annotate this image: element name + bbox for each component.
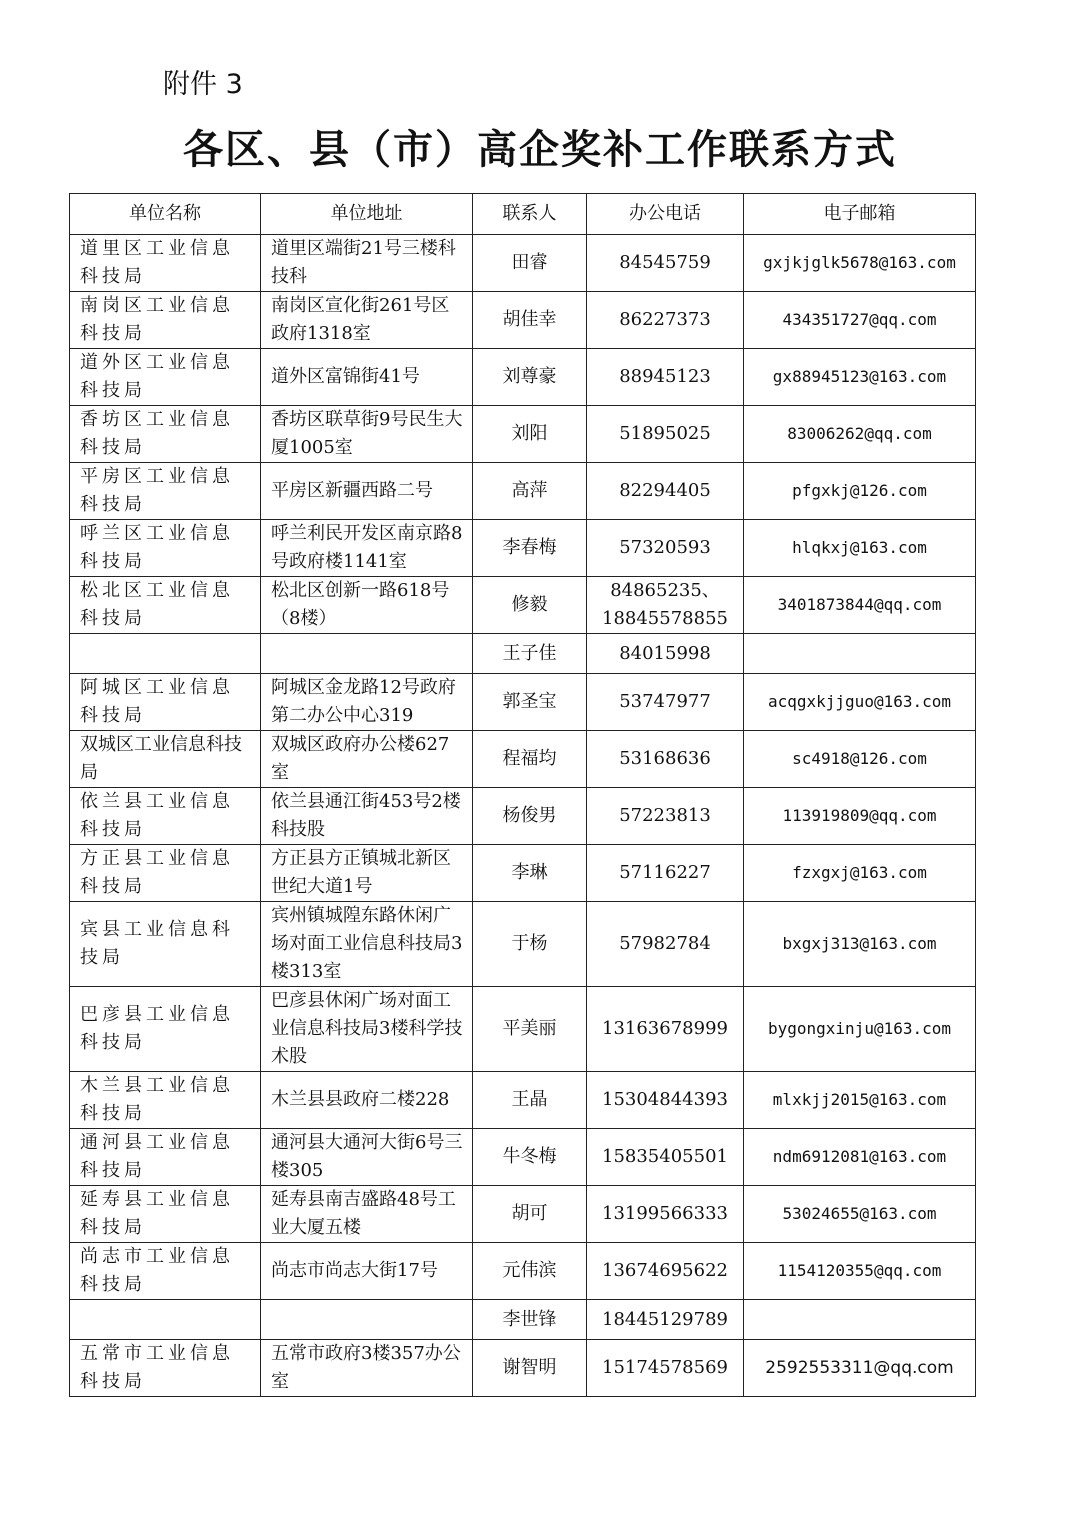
address-cell: 宾州镇城隍东路休闲广场对面工业信息科技局3楼313室 <box>261 902 473 987</box>
email-cell: bxgxj313@163.com <box>744 902 976 987</box>
unit-cell: 延寿县工业信息科技局 <box>70 1186 261 1243</box>
contact-cell: 刘尊豪 <box>473 349 587 406</box>
contact-cell: 平美丽 <box>473 987 587 1072</box>
unit-cell: 双城区工业信息科技局 <box>70 731 261 788</box>
email-cell: mlxkjj2015@163.com <box>744 1072 976 1129</box>
phone-cell: 53747977 <box>587 674 744 731</box>
contact-cell: 程福均 <box>473 731 587 788</box>
phone-cell: 88945123 <box>587 349 744 406</box>
contact-cell: 于杨 <box>473 902 587 987</box>
page-title: 各区、县（市）高企奖补工作联系方式 <box>183 127 897 173</box>
email-cell: gx88945123@163.com <box>744 349 976 406</box>
phone-cell: 82294405 <box>587 463 744 520</box>
phone-cell: 15174578569 <box>587 1340 744 1397</box>
unit-cell: 尚志市工业信息科技局 <box>70 1243 261 1300</box>
table-row <box>70 845 976 902</box>
address-cell: 双城区政府办公楼627室 <box>261 731 473 788</box>
email-cell: 113919809@qq.com <box>744 788 976 845</box>
table-row <box>70 1340 976 1397</box>
table-row <box>70 788 976 845</box>
contact-cell: 胡佳幸 <box>473 292 587 349</box>
phone-cell: 13199566333 <box>587 1186 744 1243</box>
address-cell: 巴彦县休闲广场对面工业信息科技局3楼科学技术股 <box>261 987 473 1072</box>
address-cell: 方正县方正镇城北新区世纪大道1号 <box>261 845 473 902</box>
table-row <box>70 1186 976 1243</box>
contact-table <box>69 193 976 1397</box>
phone-cell: 57320593 <box>587 520 744 577</box>
annex-label: 附件 3 <box>163 69 243 100</box>
contact-cell: 杨俊男 <box>473 788 587 845</box>
table-row <box>70 577 976 634</box>
phone-cell: 84545759 <box>587 235 744 292</box>
email-cell: acqgxkjjguo@163.com <box>744 674 976 731</box>
table-row <box>70 235 976 292</box>
contact-cell: 牛冬梅 <box>473 1129 587 1186</box>
unit-cell: 五常市工业信息科技局 <box>70 1340 261 1397</box>
table-row <box>70 902 976 987</box>
table-row <box>70 406 976 463</box>
unit-cell: 阿城区工业信息科技局 <box>70 674 261 731</box>
address-cell: 延寿县南吉盛路48号工业大厦五楼 <box>261 1186 473 1243</box>
address-cell: 呼兰利民开发区南京路8号政府楼1141室 <box>261 520 473 577</box>
contact-cell: 李春梅 <box>473 520 587 577</box>
email-cell <box>744 634 976 674</box>
address-cell: 南岗区宣化街261号区政府1318室 <box>261 292 473 349</box>
address-cell: 尚志市尚志大街17号 <box>261 1243 473 1300</box>
address-cell: 道外区富锦街41号 <box>261 349 473 406</box>
contact-cell: 胡可 <box>473 1186 587 1243</box>
unit-cell: 道里区工业信息科技局 <box>70 235 261 292</box>
unit-cell: 南岗区工业信息科技局 <box>70 292 261 349</box>
phone-cell: 57982784 <box>587 902 744 987</box>
email-cell: bygongxinju@163.com <box>744 987 976 1072</box>
phone-cell: 86227373 <box>587 292 744 349</box>
contact-cell: 谢智明 <box>473 1340 587 1397</box>
phone-cell: 53168636 <box>587 731 744 788</box>
email-cell <box>744 1300 976 1340</box>
phone-cell: 15304844393 <box>587 1072 744 1129</box>
address-cell: 平房区新疆西路二号 <box>261 463 473 520</box>
header-phone: 办公电话 <box>587 194 744 235</box>
unit-cell: 道外区工业信息科技局 <box>70 349 261 406</box>
table-row <box>70 1072 976 1129</box>
phone-cell: 84865235、18845578855 <box>587 577 744 634</box>
table-row <box>70 634 976 674</box>
phone-cell: 18445129789 <box>587 1300 744 1340</box>
phone-cell: 51895025 <box>587 406 744 463</box>
contact-cell: 李世锋 <box>473 1300 587 1340</box>
table-row <box>70 292 976 349</box>
phone-cell: 13674695622 <box>587 1243 744 1300</box>
unit-cell: 香坊区工业信息科技局 <box>70 406 261 463</box>
unit-cell <box>70 1300 261 1340</box>
email-cell: hlqkxj@163.com <box>744 520 976 577</box>
unit-cell: 呼兰区工业信息科技局 <box>70 520 261 577</box>
address-cell: 香坊区联草街9号民生大厦1005室 <box>261 406 473 463</box>
address-cell <box>261 1300 473 1340</box>
email-cell: gxjkjglk5678@163.com <box>744 235 976 292</box>
table-row <box>70 731 976 788</box>
email-cell: ndm6912081@163.com <box>744 1129 976 1186</box>
table-row <box>70 987 976 1072</box>
unit-cell: 宾县工业信息科技局 <box>70 902 261 987</box>
phone-cell: 13163678999 <box>587 987 744 1072</box>
table-row <box>70 1243 976 1300</box>
header-unit: 单位名称 <box>70 194 261 235</box>
email-cell: sc4918@126.com <box>744 731 976 788</box>
phone-cell: 84015998 <box>587 634 744 674</box>
unit-cell: 巴彦县工业信息科技局 <box>70 987 261 1072</box>
email-cell: fzxgxj@163.com <box>744 845 976 902</box>
table-row <box>70 674 976 731</box>
email-cell: 3401873844@qq.com <box>744 577 976 634</box>
phone-cell: 57223813 <box>587 788 744 845</box>
address-cell: 木兰县县政府二楼228 <box>261 1072 473 1129</box>
contact-cell: 高萍 <box>473 463 587 520</box>
email-cell: 1154120355@qq.com <box>744 1243 976 1300</box>
header-email: 电子邮箱 <box>744 194 976 235</box>
unit-cell: 木兰县工业信息科技局 <box>70 1072 261 1129</box>
email-cell: 434351727@qq.com <box>744 292 976 349</box>
contact-cell: 王子佳 <box>473 634 587 674</box>
email-cell: 83006262@qq.com <box>744 406 976 463</box>
contact-cell: 田睿 <box>473 235 587 292</box>
contact-cell: 王晶 <box>473 1072 587 1129</box>
contact-cell: 李琳 <box>473 845 587 902</box>
header-address: 单位地址 <box>261 194 473 235</box>
address-cell: 阿城区金龙路12号政府第二办公中心319 <box>261 674 473 731</box>
table-row <box>70 1300 976 1340</box>
unit-cell: 通河县工业信息科技局 <box>70 1129 261 1186</box>
contact-cell: 元伟滨 <box>473 1243 587 1300</box>
unit-cell: 松北区工业信息科技局 <box>70 577 261 634</box>
table-row <box>70 349 976 406</box>
phone-cell: 15835405501 <box>587 1129 744 1186</box>
contact-cell: 郭圣宝 <box>473 674 587 731</box>
unit-cell: 依兰县工业信息科技局 <box>70 788 261 845</box>
contact-cell: 刘阳 <box>473 406 587 463</box>
address-cell: 通河县大通河大街6号三楼305 <box>261 1129 473 1186</box>
address-cell: 道里区端街21号三楼科技科 <box>261 235 473 292</box>
contact-cell: 修毅 <box>473 577 587 634</box>
table-header-row <box>70 194 976 235</box>
header-contact: 联系人 <box>473 194 587 235</box>
address-cell <box>261 634 473 674</box>
unit-cell: 平房区工业信息科技局 <box>70 463 261 520</box>
address-cell: 依兰县通江街453号2楼科技股 <box>261 788 473 845</box>
table-row <box>70 1129 976 1186</box>
phone-cell: 57116227 <box>587 845 744 902</box>
unit-cell <box>70 634 261 674</box>
address-cell: 五常市政府3楼357办公室 <box>261 1340 473 1397</box>
table-row <box>70 463 976 520</box>
email-cell: 2592553311@qq.com <box>744 1340 976 1397</box>
email-cell: pfgxkj@126.com <box>744 463 976 520</box>
address-cell: 松北区创新一路618号（8楼） <box>261 577 473 634</box>
table-row <box>70 520 976 577</box>
email-cell: 53024655@163.com <box>744 1186 976 1243</box>
unit-cell: 方正县工业信息科技局 <box>70 845 261 902</box>
